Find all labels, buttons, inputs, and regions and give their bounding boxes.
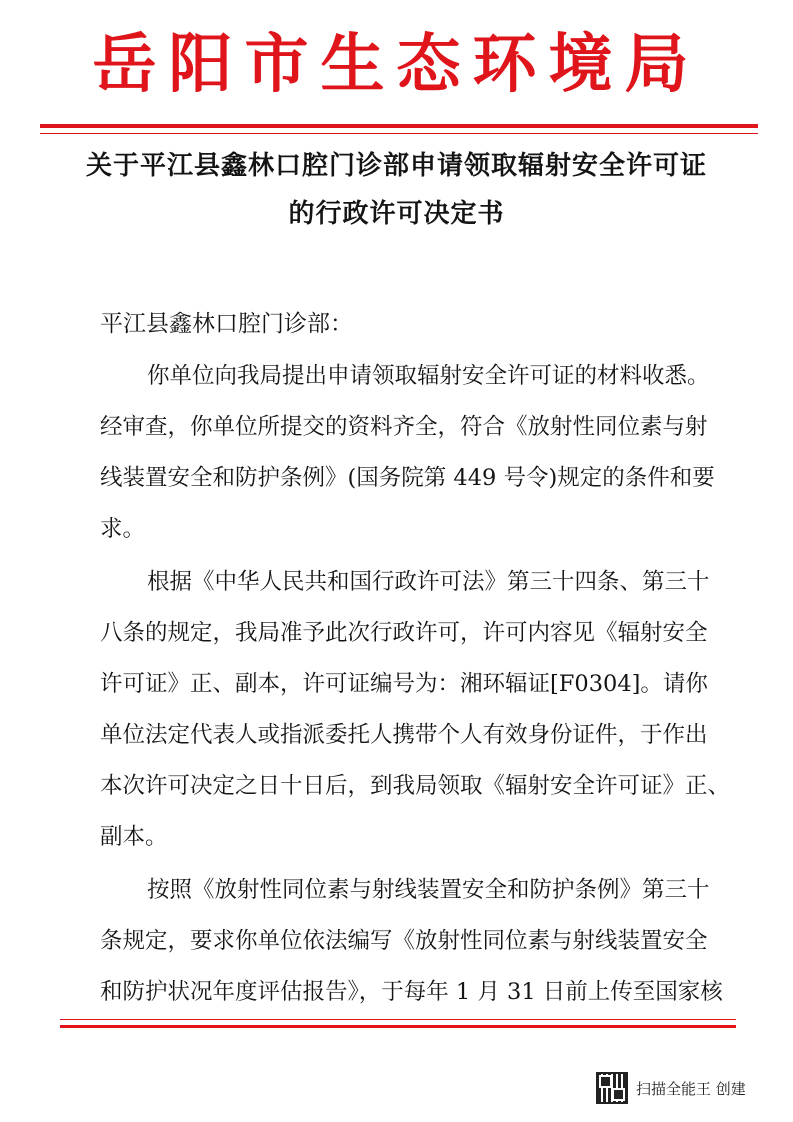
scanner-watermark (596, 1068, 746, 1108)
body-line: 单位法定代表人或指派委托人携带个人有效身份证件，于作出 (100, 722, 708, 748)
document-title-line-1: 关于平江县鑫林口腔门诊部申请领取辐射安全许可证 (85, 151, 707, 181)
body-line: 求。 (100, 516, 146, 542)
body-line: 根据《中华人民共和国行政许可法》第三十四条、第三十 (147, 569, 710, 595)
body-line: 按照《放射性同位素与射线装置安全和防护条例》第三十 (147, 877, 710, 903)
footer-thin-rule (60, 1019, 736, 1020)
body-line: 经审查，你单位所提交的资料齐全，符合《放射性同位素与射 (100, 414, 708, 440)
body-line: 八条的规定，我局准予此次行政许可，许可内容见《辐射安全 (100, 620, 708, 646)
footer-thick-rule (60, 1025, 736, 1028)
body-line: 副本。 (100, 824, 168, 850)
salutation: 平江县鑫林口腔门诊部： (100, 311, 353, 337)
document-title-line-2: 的行政许可决定书 (288, 199, 505, 229)
agency-letterhead: 岳阳市生态环境局 (92, 28, 701, 102)
body-line: 你单位向我局提出申请领取辐射安全许可证的材料收悉。 (147, 363, 710, 389)
body-line: 和防护状况年度评估报告》，于每年 1 月 31 日前上传至国家核 (100, 979, 723, 1005)
letterhead-thin-rule (40, 133, 758, 134)
qr-code-icon (596, 1072, 628, 1104)
body-line: 线装置安全和防护条例》(国务院第 449 号令)规定的条件和要 (100, 465, 715, 491)
letterhead-thick-rule (40, 124, 758, 128)
scanner-label: 扫描全能王 创建 (636, 1079, 746, 1098)
body-line: 本次许可决定之日十日后，到我局领取《辐射安全许可证》正、 (100, 773, 731, 799)
body-line: 条规定，要求你单位依法编写《放射性同位素与射线装置安全 (100, 928, 708, 954)
body-line: 许可证》正、副本，许可证编号为：湘环辐证[F0304]。请你 (100, 671, 708, 697)
